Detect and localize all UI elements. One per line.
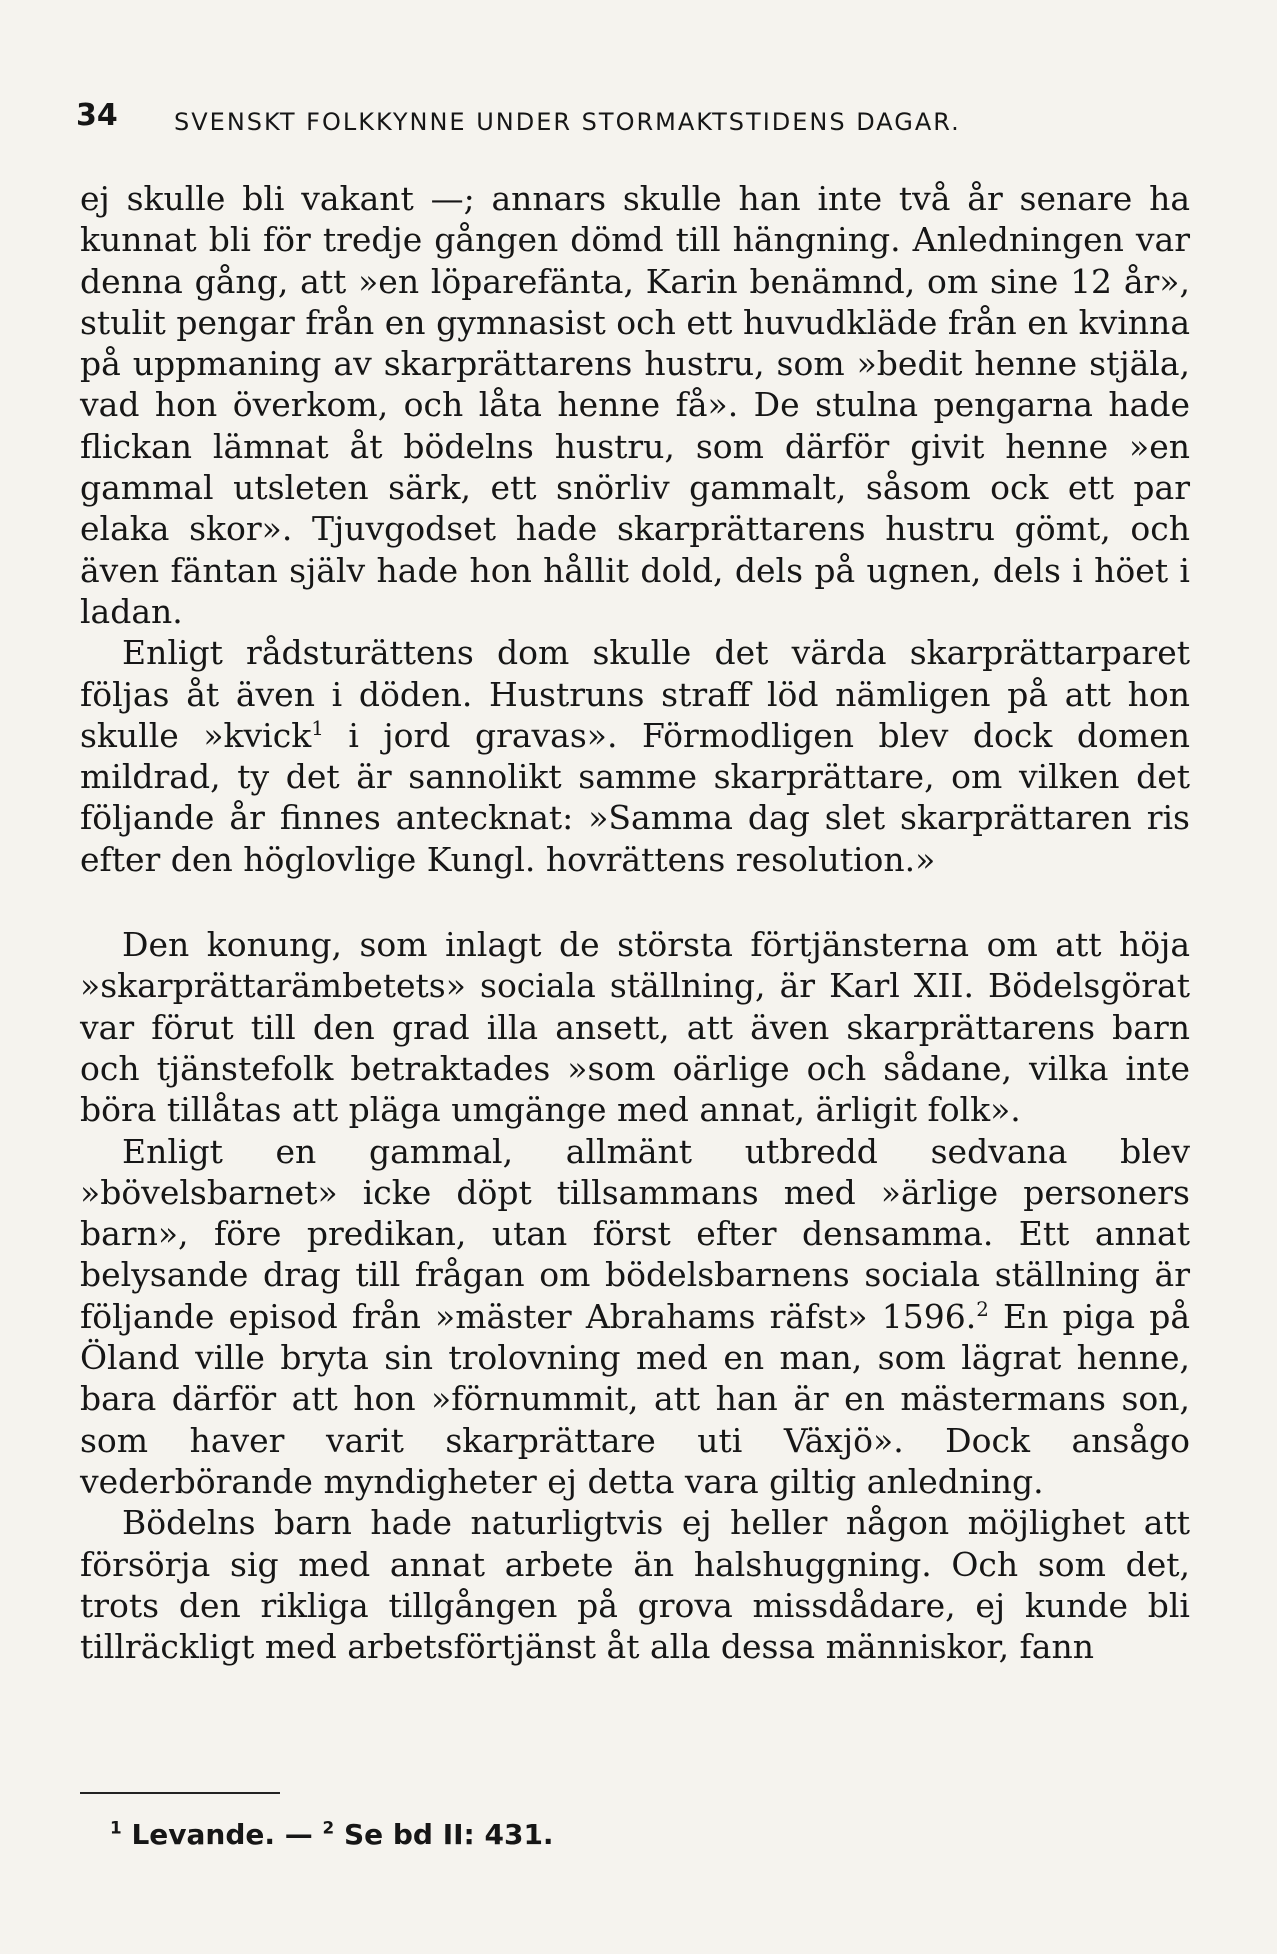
footnotes bbox=[110, 1818, 554, 1851]
paragraph-5 bbox=[80, 1502, 1190, 1667]
footnote-1-text: Levande. bbox=[131, 1818, 276, 1851]
paragraph-text: Enligt en gammal, allmänt utbredd sedvana blev »bövelsbarnet» icke döpt tillsammans med »ärlige personers barn», före predikan, utan först efter densamma. Ett annat belysande drag till frågan om bödelsbarnens sociala ställning är följande episod från »mäster Abrahams räfst» 1596. bbox=[80, 1131, 1190, 1336]
paragraph-2 bbox=[80, 632, 1190, 880]
paragraph-text: i jord gravas». Förmodligen blev dock domen mildrad, ty det är sannolikt samme skarprättare, om vilken det följande år finnes antecknat: »Samma dag slet skarprättaren ris efter den höglovlige Kungl. hovrättens resolution.» bbox=[80, 715, 1190, 879]
page-header bbox=[76, 98, 1198, 138]
paragraph-4 bbox=[80, 1131, 1190, 1503]
paragraph-1 bbox=[80, 178, 1190, 632]
paragraph-3 bbox=[80, 924, 1190, 1130]
footnote-marker: 1 bbox=[311, 716, 324, 740]
footnote-1-marker: 1 bbox=[110, 1817, 122, 1838]
paragraph-text: Den konung, som inlagt de största förtjänsterna om att höja »skarprättarämbetets» sociala ställning, är Karl XII. Bödelsgörat var förut till den grad illa ansett, att även skarprättarens barn och tjänstefolk betraktades »som oärlige och sådane, vilka inte böra tillåtas att pläga umgänge med annat, ärligit folk». bbox=[80, 925, 1190, 1130]
page-number: 34 bbox=[76, 98, 118, 133]
footnote-2-marker: 2 bbox=[322, 1817, 335, 1838]
footnote-2-text: Se bd II: 431. bbox=[343, 1818, 554, 1851]
body-text bbox=[80, 178, 1190, 1667]
footnote-divider bbox=[80, 1792, 280, 1794]
paragraph-text: En piga på Öland ville bryta sin trolovning med en man, som lägrat henne, bara därför att hon »förnummit, att han är en mästermans son, som haver varit skarprättare uti Växjö». Dock ansågo vederbörande myndigheter ej detta vara giltig anledning. bbox=[80, 1296, 1190, 1501]
running-head: SVENSKT FOLKKYNNE UNDER STORMAKTSTIDENS DAGAR. bbox=[174, 108, 961, 136]
footnote-separator: — bbox=[275, 1818, 323, 1851]
paragraph-text: ej skulle bli vakant —; annars skulle han inte två år senare ha kunnat bli för tredje gången dömd till hängning. Anledningen var denna gång, att »en löparefänta, Karin benämnd, om sine 12 år», stulit pengar från en gymnasist och ett huvudkläde från en kvinna på uppmaning av skarprättarens hustru, som »bedit henne stjäla, vad hon överkom, och låta henne få». De stulna pengarna hade flickan lämnat åt bödelns hustru, som därför givit henne »en gammal utsleten särk, ett snörliv gammalt, såsom ock ett par elaka skor». Tjuvgodset hade skarprättarens hustru gömt, och även fäntan själv hade hon hållit dold, dels på ugnen, dels i höet i ladan. bbox=[80, 179, 1190, 631]
paragraph-text: Bödelns barn hade naturligtvis ej heller någon möjlighet att försörja sig med annat arbete än halshuggning. Och som det, trots den rikliga tillgången på grova missdådare, ej kunde bli tillräckligt med arbetsförtjänst åt alla dessa människor, fann bbox=[80, 1503, 1190, 1667]
footnote-marker: 2 bbox=[976, 1297, 989, 1321]
paragraph-text: Enligt rådsturättens dom skulle det värda skarprättarparet följas åt även i döden. Hustruns straff löd nämligen på att hon skulle »kvick bbox=[80, 633, 1190, 755]
